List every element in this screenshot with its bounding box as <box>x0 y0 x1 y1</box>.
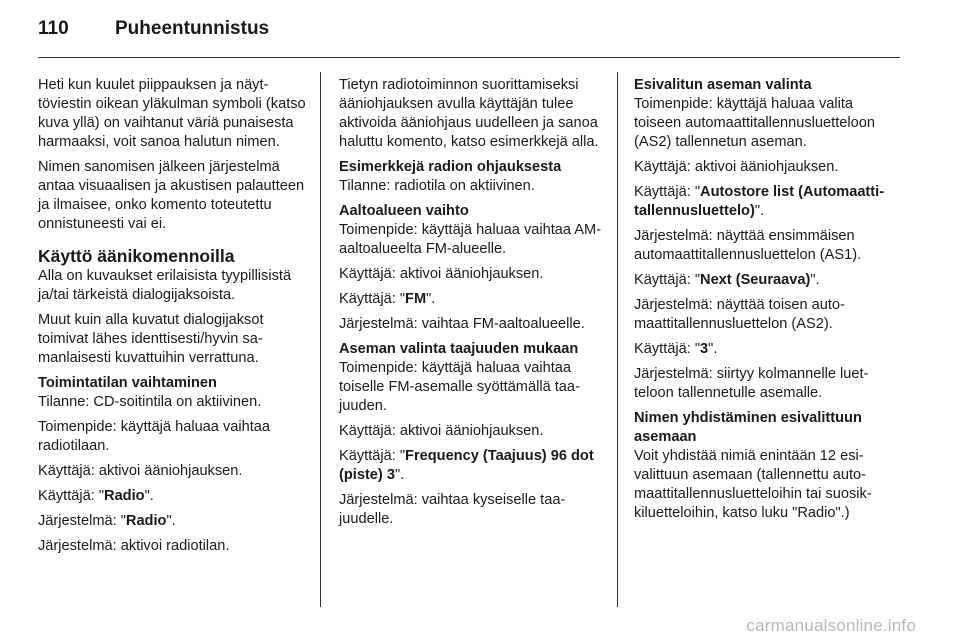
subheading: Esimerkkejä radion ohjauksesta <box>339 159 562 175</box>
paragraph: Käyttäjä: aktivoi ääniohjauksen. <box>339 266 544 282</box>
paragraph: Käyttäjä: aktivoi ääniohjauksen. <box>38 463 243 479</box>
subheading: Aseman valinta taajuuden mukaan <box>339 341 579 357</box>
paragraph: Järjestelmä: vaihtaa kyseiselle taajuudelle. <box>339 492 566 527</box>
command-text: Frequency (Taajuus) 96 dot (piste) 3 <box>339 448 594 483</box>
column-1 <box>38 76 306 562</box>
paragraph: Toimenpide: käyttäjä haluaa valita toiseen automaattitallennusluetteloon (AS2) tallennetun aseman. <box>634 96 875 150</box>
paragraph: Käyttäjä: aktivoi ääniohjauksen. <box>339 423 544 439</box>
page-number: 110 <box>38 18 69 39</box>
paragraph: Voit yhdistää nimiä enintään 12 esivalittuun asemaan (tallennettu automaattitallennusluetteloihin tai suosikkiluetteloihin, katso luku "Radio".) <box>634 448 872 521</box>
paragraph: Järjestelmä: siirtyy kolmannelle luetteloon tallennetulle asemalle. <box>634 366 869 401</box>
column-divider-2 <box>617 72 618 607</box>
section-heading: Käyttö äänikomennoilla <box>38 246 235 266</box>
paragraph: Alla on kuvaukset erilaisista tyypillisistä ja/tai tärkeistä dialogijaksoista. <box>38 268 292 303</box>
command-text: Radio <box>104 488 145 504</box>
paragraph: Tilanne: radiotila on aktiivinen. <box>339 178 535 194</box>
paragraph: Järjestelmä: näyttää toisen automaattitallennusluettelon (AS2). <box>634 297 845 332</box>
page-title: Puheentunnistus <box>115 18 270 39</box>
subheading: Toimintatilan vaihtaminen <box>38 375 217 391</box>
column-divider-1 <box>320 72 321 607</box>
dialog-line: Käyttäjä: "Radio". <box>38 488 154 504</box>
subheading: Nimen yhdistäminen esivalittuun asemaan <box>634 410 862 445</box>
paragraph: Muut kuin alla kuvatut dialogijaksot toimivat lähes identtisesti/hyvin samanlaisesti kuvattuihin verrattuna. <box>38 312 264 366</box>
paragraph: Tilanne: CD-soitintila on aktiivinen. <box>38 394 262 410</box>
paragraph: Tietyn radiotoiminnon suorittamiseksi ääniohjauksen avulla käyttäjän tulee aktivoida ääniohjaus uudelleen ja sanoa haluttu komento, katso esimerkkejä alla. <box>339 77 599 150</box>
subheading: Esivalitun aseman valinta <box>634 77 812 93</box>
paragraph: Nimen sanomisen jälkeen järjestelmä antaa visuaalisen ja akustisen palautteen ja ilmaisee, onko komento toteutettu onnistuneesti vai ei. <box>38 159 305 232</box>
dialog-line: Järjestelmä: "Radio". <box>38 513 176 529</box>
command-text: Next (Seuraava) <box>700 272 811 288</box>
paragraph: Toimenpide: käyttäjä haluaa vaihtaa AM-aaltoalueelta FM-alueelle. <box>339 222 602 257</box>
command-text: Autostore list (Automaattitallennusluettelo) <box>634 184 885 219</box>
command-text: 3 <box>700 341 709 357</box>
dialog-line: Käyttäjä: "Next (Seuraava)". <box>634 272 820 288</box>
paragraph: Järjestelmä: näyttää ensimmäisen automaattitallennusluettelon (AS1). <box>634 228 862 263</box>
dialog-line: Käyttäjä: "Autostore list (Automaattitallennusluettelo)". <box>634 184 885 219</box>
dialog-line: Käyttäjä: "3". <box>634 341 718 357</box>
column-3 <box>634 76 902 529</box>
subheading: Aaltoalueen vaihto <box>339 203 469 219</box>
header-divider <box>38 57 900 58</box>
page-header <box>38 18 269 48</box>
column-2 <box>339 76 607 535</box>
command-text: FM <box>405 291 427 307</box>
watermark: carmanualsonline.info <box>746 616 916 635</box>
command-text: Radio <box>125 513 167 529</box>
paragraph: Käyttäjä: aktivoi ääniohjauksen. <box>634 159 839 175</box>
paragraph: Järjestelmä: aktivoi radiotilan. <box>38 538 230 554</box>
paragraph: Heti kun kuulet piippauksen ja näyttöviestin oikean yläkulman symboli (katso kuva yllä) on vaihtanut väriä punaisesta harmaaksi, voit sanoa halutun nimen. <box>38 77 306 150</box>
paragraph: Järjestelmä: vaihtaa FM-aaltoalueelle. <box>339 316 585 332</box>
dialog-line: Käyttäjä: "FM". <box>339 291 436 307</box>
paragraph: Toimenpide: käyttäjä haluaa vaihtaa radiotilaan. <box>38 419 271 454</box>
paragraph: Toimenpide: käyttäjä haluaa vaihtaa toiselle FM-asemalle syöttämällä taajuuden. <box>339 360 580 414</box>
dialog-line: Käyttäjä: "Frequency (Taajuus) 96 dot (piste) 3". <box>339 448 594 483</box>
